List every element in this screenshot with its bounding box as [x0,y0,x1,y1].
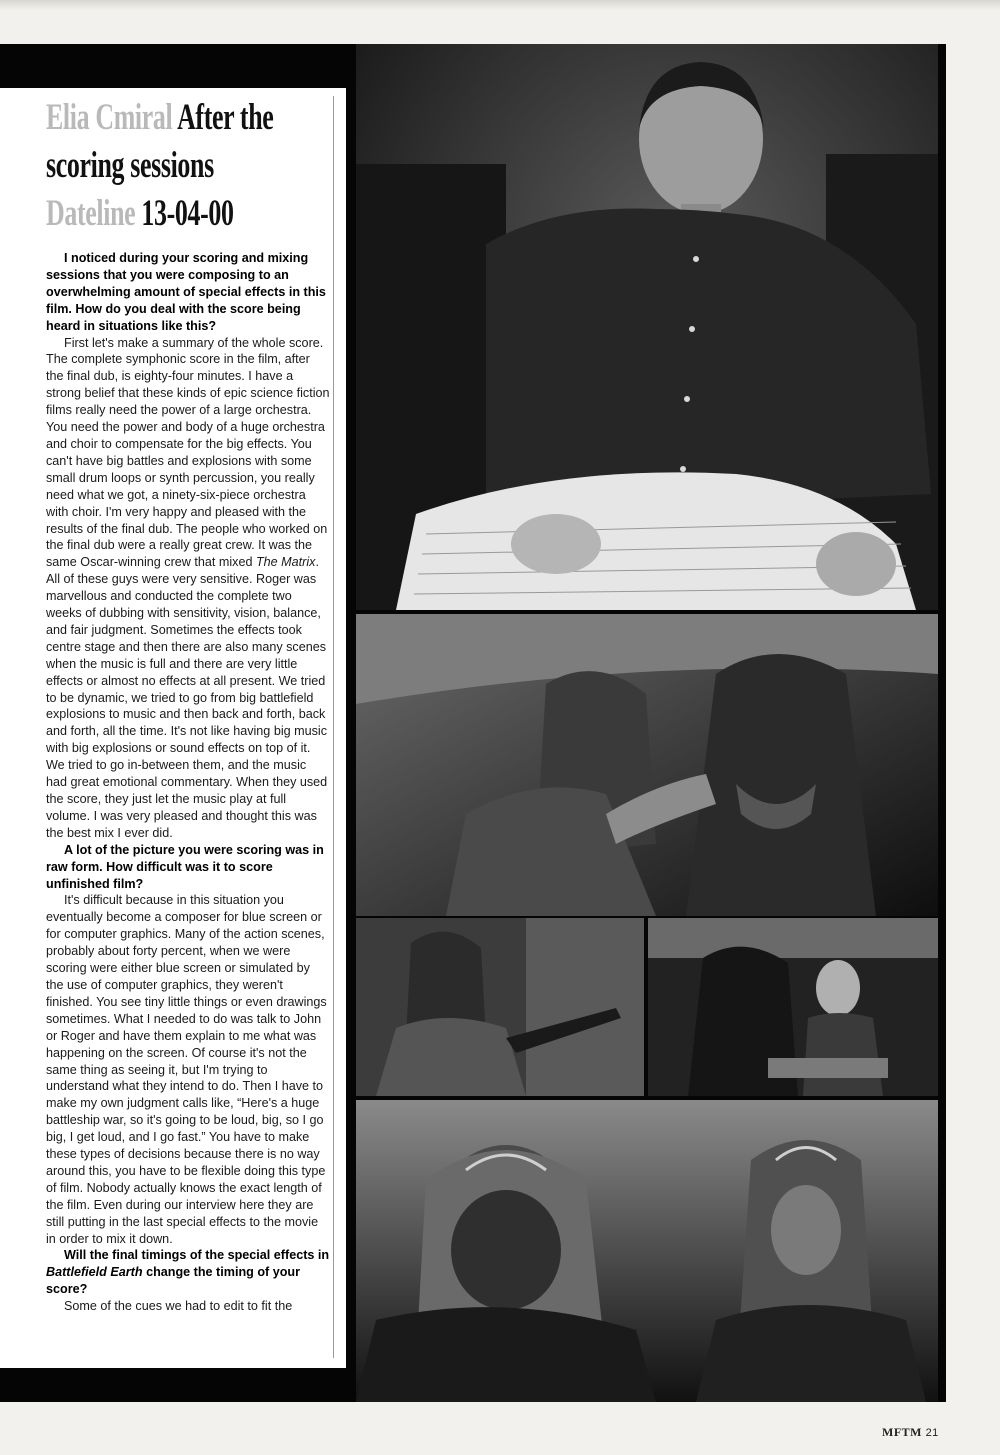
headline [46,94,336,238]
photo-composer-portrait [356,44,938,610]
question-3: Will the final timings of the special effects in Battlefield Earth change the timing of your score? [46,1248,330,1297]
answer-2: It's difficult because in this situation you eventually become a composer for blue screen or for computer graphics. Many of the action scenes, probably about forty percent, when we were scoring were either blue screen or simulated by the use of computer graphics, they weren't finished. You see tiny little things or even drawings sometimes. What I needed to do was talk to John or Roger and have them explain to me what was happening on the screen. Of course it's not the same thing as seeing it, but I'm trying to understand what they intend to do. Then I have to make my own judgment calls like, “Here's a huge battleship war, so it's going to be loud, big, so I go big, I get loud, and I go fast.” You have to make these types of decisions because there is no way around this, you have to be flexible doing this type of film. Nobody actually knows the exact length of the film. Even during our interview here they are still putting in the last special effects to the movie in order to mix it down. [46,893,327,1246]
headline-title-line1: After the [177,97,274,138]
magazine-logo: MFTM [882,1425,922,1439]
answer-1-film-title: The Matrix [255,555,316,570]
photo-film-still-confrontation [356,614,938,916]
dateline-label: Dateline [46,193,136,234]
question-1: I noticed during your scoring and mixing sessions that you were composing to an overwhelming amount of special effects in this film. How do you deal with the score being heard in situations like this? [46,251,326,333]
page-top-edge [0,0,1000,10]
article-body [46,250,330,1315]
photo-film-still-two-figures [648,918,938,1096]
page-number: 21 [925,1427,939,1439]
question-3-film-title: Battlefield Earth [46,1265,143,1280]
answer-3: Some of the cues we had to edit to fit the [64,1299,293,1314]
dateline-date: 13-04-00 [141,193,234,234]
headline-title-line2: scoring sessions [46,145,214,186]
question-2: A lot of the picture you were scoring was in raw form. How difficult was it to score unfinished film? [46,842,324,891]
answer-1: First let's make a summary of the whole score. The complete symphonic score in the film, after the final dub, is eighty-four minutes. I have a strong belief that these kinds of epic science fiction films really need the power of a large orchestra. You need the power and body of a huge orchestra and choir to compensate for the big effects. You can't have big battles and explosions with some small drum loops or synth percussion, you really need what we got, a ninety-six-piece orchestra with choir. I'm very happy and pleased with the results of the final dub. The people who worked on the final dub were a really great crew. It was the same Oscar-winning crew that mixed The Matrix. All of these guys were very sensitive. Roger was marvellous and conducted the complete two weeks of dubbing with sensitivity, vision, balance, and fair judgment. Sometimes the effects took centre stage and then there are also many scenes when the music is full and there are very little effects or almost no effects at all present. We tried to be dynamic, we tried to go from big battlefield explosions to music and then back and forth, back and forth, all the time. It's not like having big music with big explosions or sound effects on top of it. We tried to go in-between them, and the music had great emotional commentary. When they used the score, they just let the music play at full volume. I was very pleased and thought this was the best mix I ever did. [46,335,330,840]
page-footer [882,1425,939,1440]
column-rule [333,96,334,1358]
interviewee-name: Elia Cmiral [46,97,173,138]
photo-film-still-weapon [356,918,644,1096]
photo-film-still-aliens [356,1100,938,1402]
